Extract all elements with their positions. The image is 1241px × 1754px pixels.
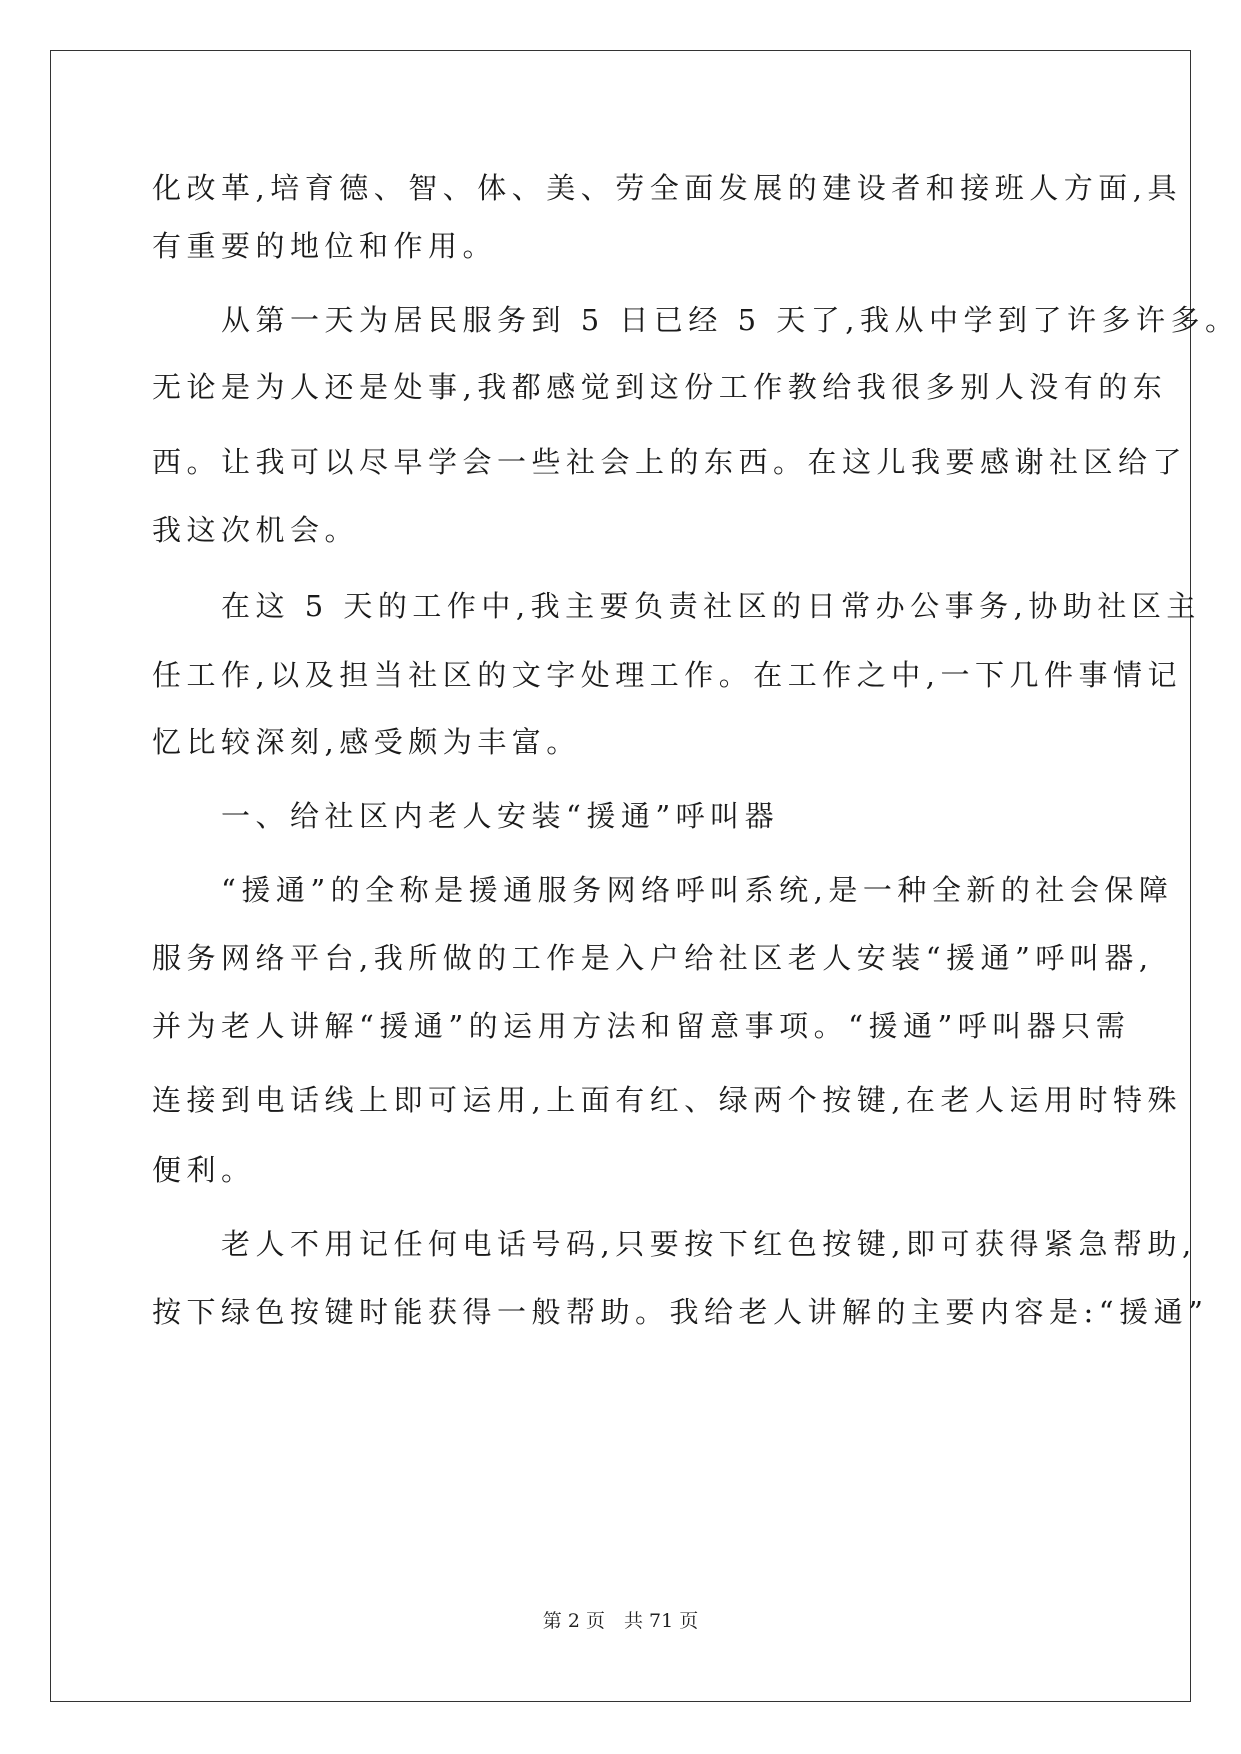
text-line: 忆比较深刻,感受颇为丰富。 bbox=[152, 725, 581, 759]
text-line: 化改革,培育德、智、体、美、劳全面发展的建设者和接班人方面,具 bbox=[152, 171, 1182, 205]
text-line: “援通”的全称是援通服务网络呼叫系统,是一种全新的社会保障 bbox=[152, 873, 1174, 907]
text-line: 我这次机会。 bbox=[152, 513, 360, 547]
page-number: 第 2 页 共 71 页 bbox=[542, 1610, 699, 1632]
text-line: 并为老人讲解“援通”的运用方法和留意事项。“援通”呼叫器只需 bbox=[152, 1009, 1131, 1043]
text-line: 无论是为人还是处事,我都感觉到这份工作教给我很多别人没有的东 bbox=[152, 370, 1168, 404]
text-line: 在这 5 天的工作中,我主要负责社区的日常办公事务,协助社区主 bbox=[152, 589, 1201, 623]
section-heading: 一、给社区内老人安装“援通”呼叫器 bbox=[152, 799, 780, 833]
text-line: 任工作,以及担当社区的文字处理工作。在工作之中,一下几件事情记 bbox=[152, 658, 1182, 692]
text-line: 有重要的地位和作用。 bbox=[152, 229, 498, 263]
text-line: 按下绿色按键时能获得一般帮助。我给老人讲解的主要内容是:“援通” bbox=[152, 1295, 1209, 1329]
text-line: 从第一天为居民服务到 5 日已经 5 天了,我从中学到了许多许多。 bbox=[152, 303, 1240, 337]
text-line: 西。让我可以尽早学会一些社会上的东西。在这儿我要感谢社区给了 bbox=[152, 445, 1188, 479]
text-line: 服务网络平台,我所做的工作是入户给社区老人安装“援通”呼叫器, bbox=[152, 941, 1154, 975]
text-line: 便利。 bbox=[152, 1153, 256, 1187]
text-line: 老人不用记任何电话号码,只要按下红色按键,即可获得紧急帮助, bbox=[152, 1227, 1197, 1261]
text-line: 连接到电话线上即可运用,上面有红、绿两个按键,在老人运用时特殊 bbox=[152, 1083, 1182, 1117]
